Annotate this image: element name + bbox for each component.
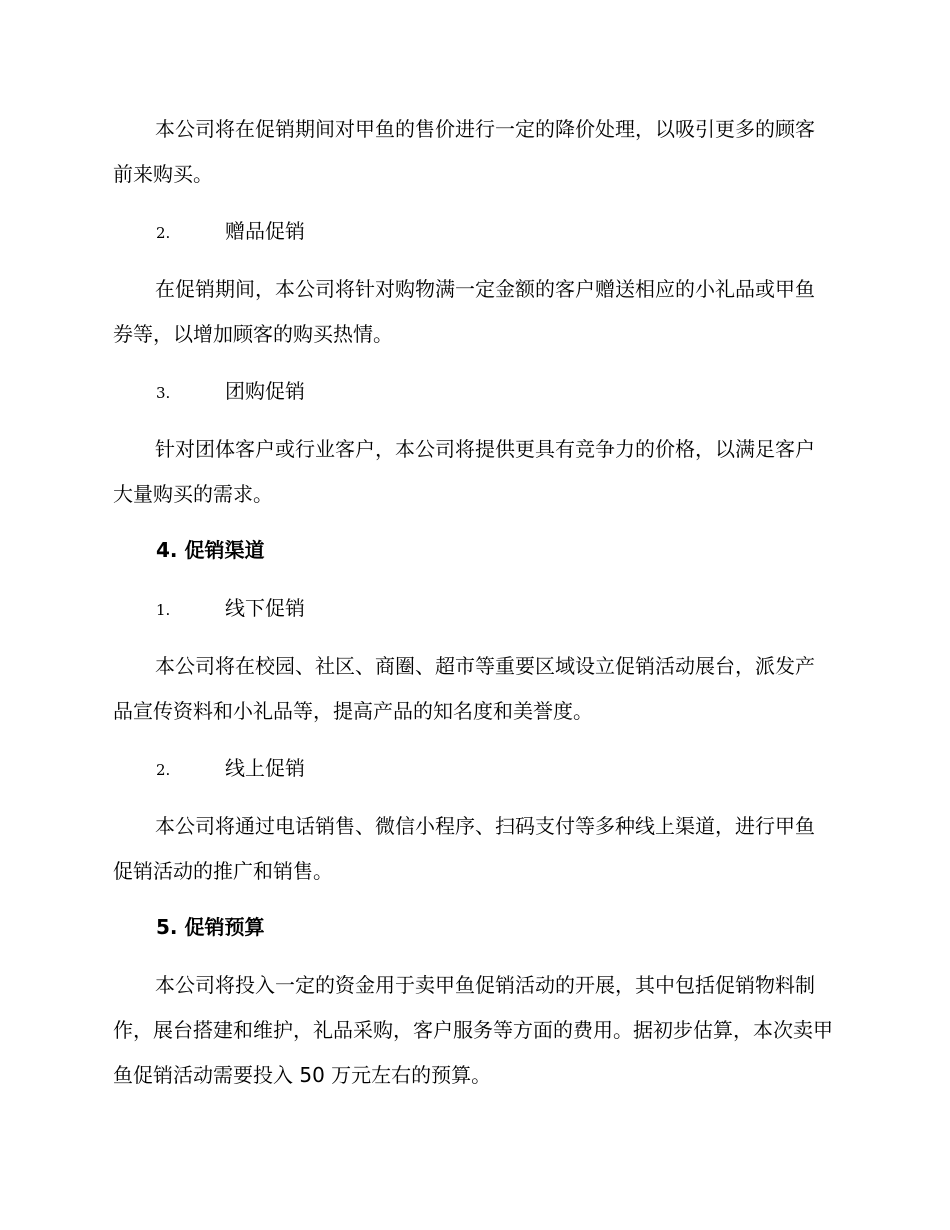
list-item-gift-promotion xyxy=(156,217,305,247)
paragraph-text: 针对团体客户或行业客户，本公司将提供更具有竞争力的价格，以满足客户大量购买的需求。 xyxy=(113,437,815,506)
paragraph-gift-promotion xyxy=(113,267,833,357)
list-label: 线上促销 xyxy=(225,756,305,780)
list-label: 线下促销 xyxy=(225,596,305,620)
paragraph-text: 本公司将通过电话销售、微信小程序、扫码支付等多种线上渠道，进行甲鱼促销活动的推广和销售。 xyxy=(113,814,815,883)
paragraph-text: 在促销期间，本公司将针对购物满一定金额的客户赠送相应的小礼品或甲鱼券等，以增加顾客的购买热情。 xyxy=(113,277,815,346)
paragraph-price-reduction xyxy=(113,107,833,197)
list-item-online-promotion xyxy=(156,754,305,784)
heading-promotion-budget: 5. 促销预算 xyxy=(156,915,265,939)
paragraph-group-purchase xyxy=(113,427,833,517)
list-number: 1. xyxy=(156,601,171,619)
paragraph-budget xyxy=(113,963,833,1098)
paragraph-offline-promotion xyxy=(113,644,833,734)
list-label: 团购促销 xyxy=(225,379,305,403)
paragraph-online-promotion xyxy=(113,804,833,894)
heading-promotion-channels: 4. 促销渠道 xyxy=(156,538,265,562)
list-number: 2. xyxy=(156,224,171,242)
list-label: 赠品促销 xyxy=(225,219,305,243)
paragraph-text: 本公司将在校园、社区、商圈、超市等重要区域设立促销活动展台，派发产品宣传资料和小礼品等，提高产品的知名度和美誉度。 xyxy=(113,654,815,723)
list-item-group-purchase xyxy=(156,377,305,407)
paragraph-text: 本公司将投入一定的资金用于卖甲鱼促销活动的开展，其中包括促销物料制作，展台搭建和维护，礼品采购，客户服务等方面的费用。据初步估算，本次卖甲鱼促销活动需要投入 50 万元左右的预算。 xyxy=(113,973,833,1087)
paragraph-text: 本公司将在促销期间对甲鱼的售价进行一定的降价处理，以吸引更多的顾客前来购买。 xyxy=(113,117,815,186)
list-number: 2. xyxy=(156,761,171,779)
list-number: 3. xyxy=(156,384,171,402)
list-item-offline-promotion xyxy=(156,594,305,624)
